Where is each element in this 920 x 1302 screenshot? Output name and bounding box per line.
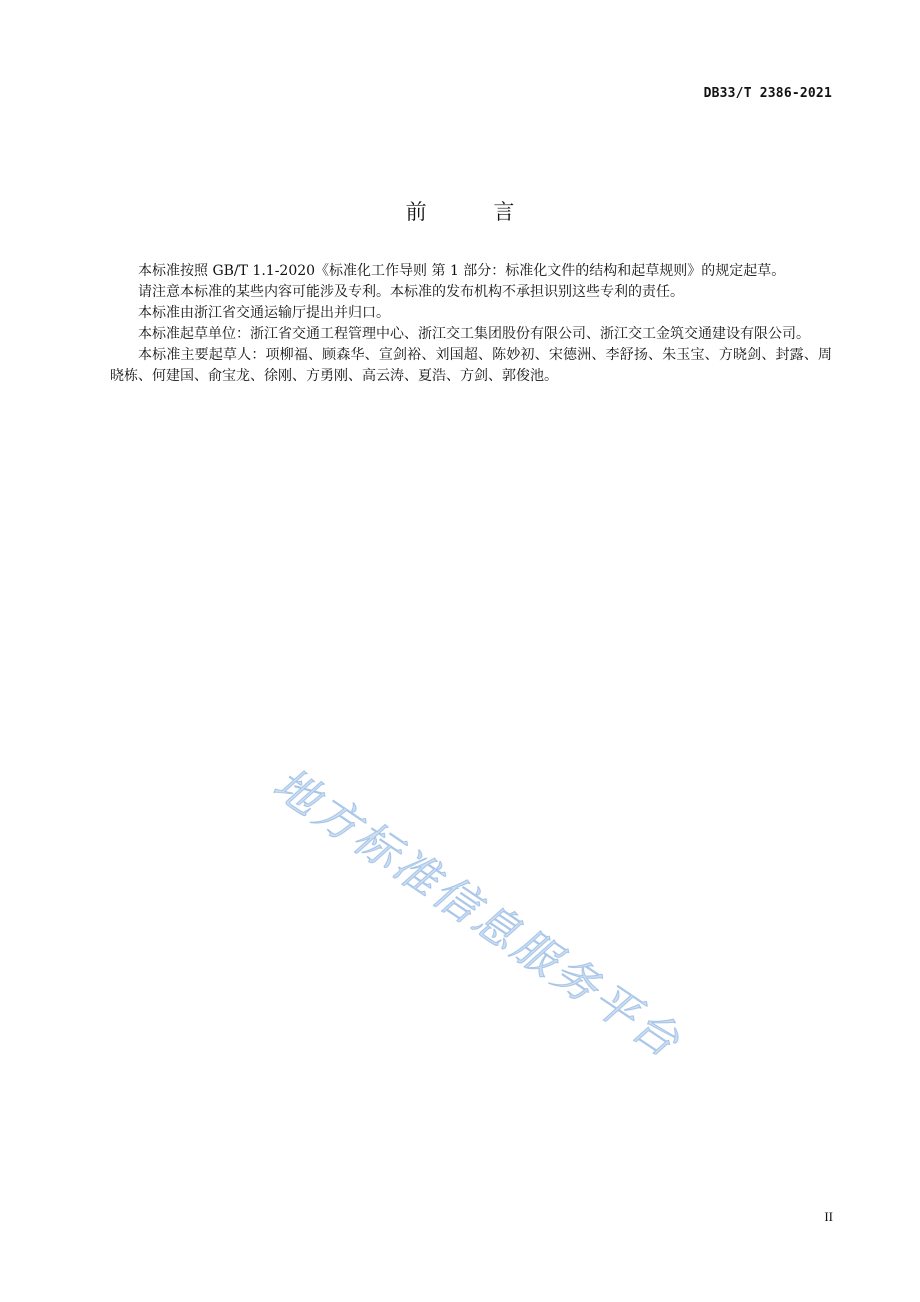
preface-paragraph: 本标准按照 GB/T 1.1-2020《标准化工作导则 第 1 部分：标准化文件的结构和起草规则》的规定起草。 (138, 263, 786, 279)
preface-body (110, 261, 832, 387)
preface-paragraph: 本标准起草单位：浙江省交通工程管理中心、浙江交工集团股份有限公司、浙江交工金筑交通建设有限公司。 (138, 326, 810, 342)
preface-paragraph: 本标准主要起草人：项柳福、顾森华、宣剑裕、刘国超、陈妙初、宋德洲、李舒扬、朱玉宝、方晓剑、封露、周晓栋、何建国、俞宝龙、徐刚、方勇刚、高云涛、夏浩、方剑、郭俊池。 (110, 347, 832, 384)
preface-paragraph: 本标准由浙江省交通运输厅提出并归口。 (138, 305, 390, 321)
standard-code: DB33/T 2386-2021 (703, 86, 832, 101)
preface-paragraph: 请注意本标准的某些内容可能涉及专利。本标准的发布机构不承担识别这些专利的责任。 (138, 284, 684, 300)
page-title: 前 言 (405, 200, 545, 224)
watermark: 地方标准信息服务平台 (264, 758, 691, 1070)
page-number: II (824, 1209, 833, 1224)
